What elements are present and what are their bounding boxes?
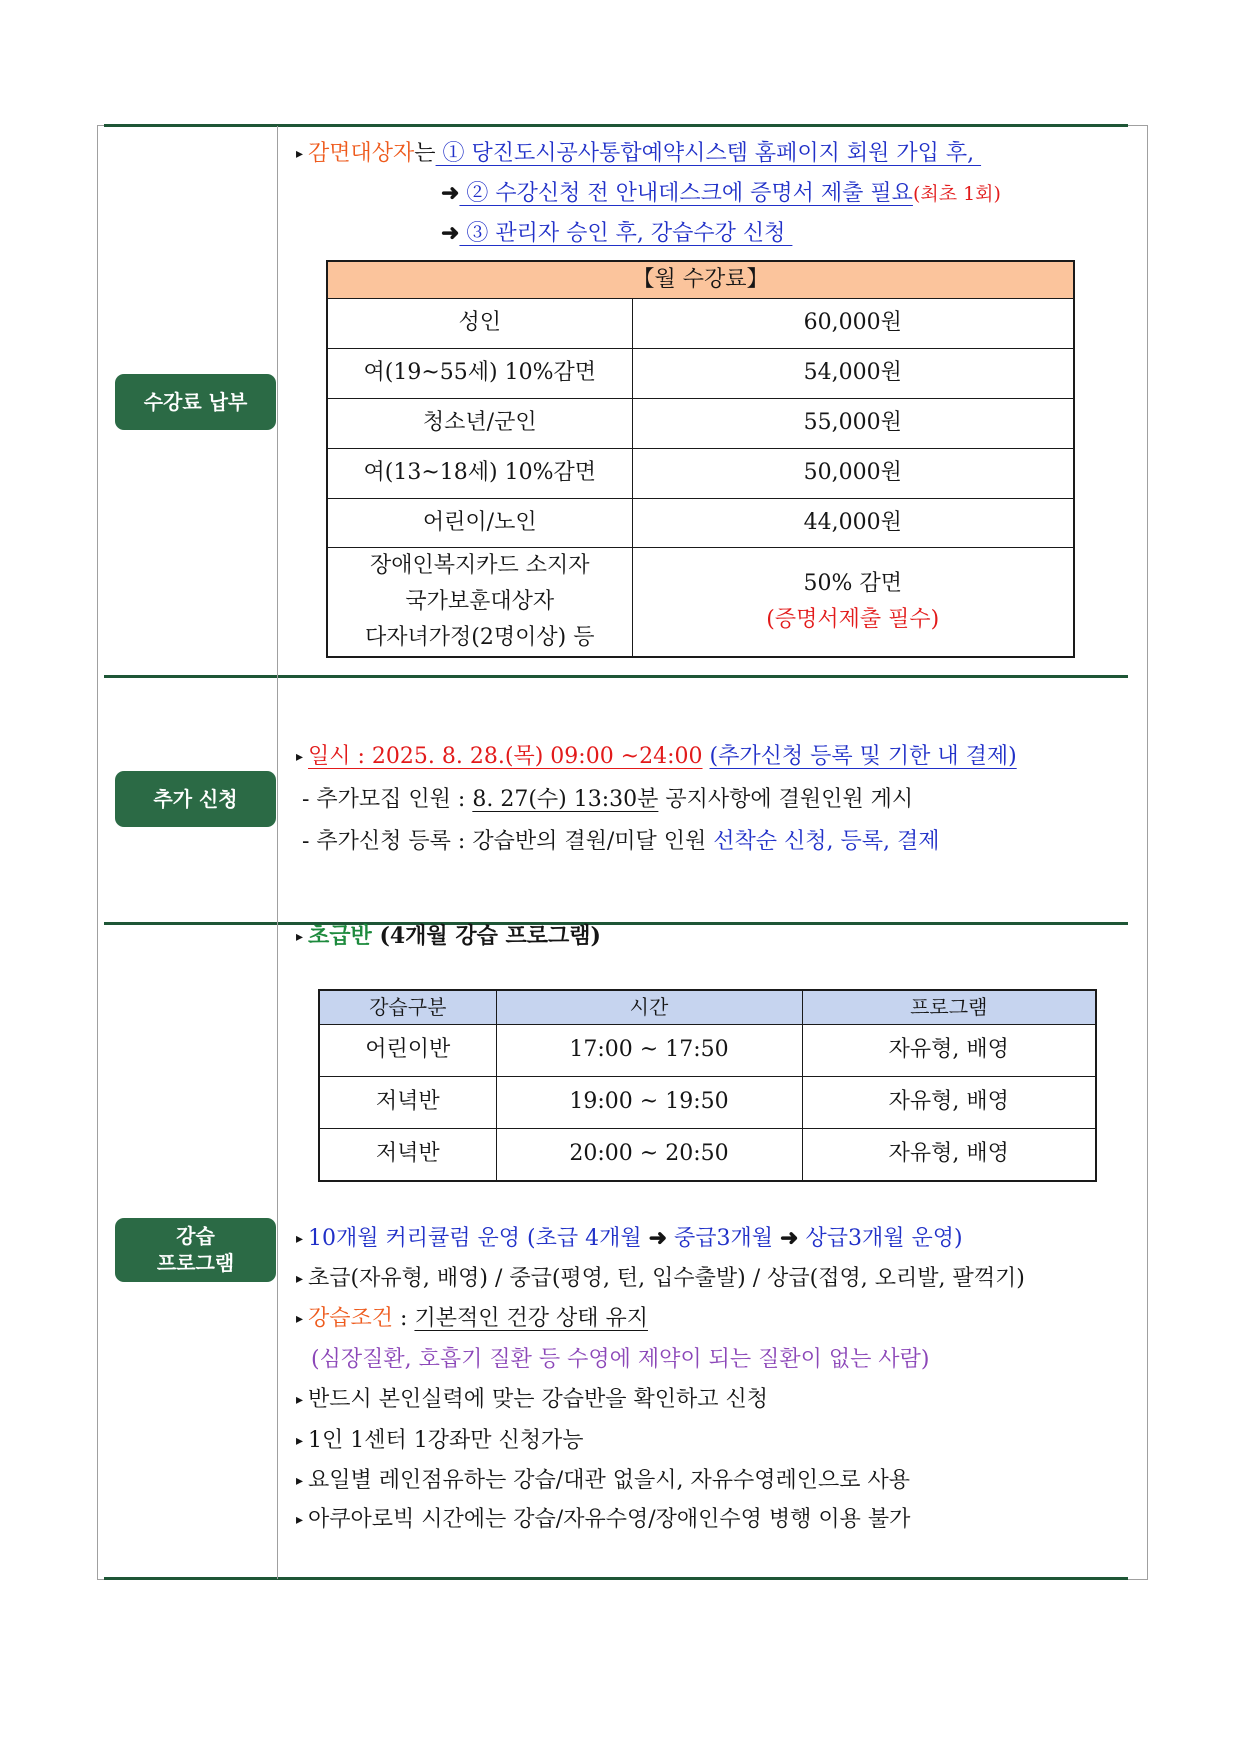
fee-category: 어린이/노인: [327, 498, 632, 547]
curriculum-text: 상급3개월 운영): [798, 1226, 963, 1251]
recruit-prefix: - 추가모집 인원 :: [302, 787, 473, 812]
bullet-icon: ▸: [296, 1231, 304, 1247]
bullet-icon: ▸: [296, 1271, 304, 1287]
fee-category: 여(19~55세) 10%감면: [327, 348, 632, 398]
bullet-icon: ▸: [296, 1392, 304, 1408]
bullet-icon: ▸: [296, 749, 304, 765]
schedule-time: 17:00 ~ 17:50: [496, 1024, 802, 1076]
fee-amount-special: [632, 547, 1074, 657]
fee-category: 청소년/군인: [327, 398, 632, 448]
curriculum-text: 10개월 커리큘럼 운영 (초급 4개월: [308, 1226, 649, 1251]
section-divider-2: [104, 922, 1128, 925]
levels-note: [296, 1261, 1025, 1297]
curriculum-text: 중급3개월: [667, 1226, 781, 1251]
section-divider-1: [104, 675, 1128, 678]
bullet-icon: ▸: [296, 146, 304, 162]
recruit-suffix: 공지사항에 결원인원 게시: [658, 787, 914, 812]
fee-category-special: [327, 547, 632, 657]
schedule-header: 강습구분: [319, 990, 496, 1024]
program-section-label-1: 강습: [176, 1224, 215, 1248]
schedule-time: 20:00 ~ 20:50: [496, 1128, 802, 1181]
program-note: [296, 1423, 584, 1459]
schedule-header-row: [319, 990, 1096, 1024]
program-title-highlight: 초급반: [308, 923, 372, 949]
schedule-header: 시간: [496, 990, 802, 1024]
special-category: 국가보훈대상자: [405, 588, 555, 614]
special-fee-note: (증명서제출 필수): [766, 606, 940, 632]
program-section-label-2: 프로그램: [156, 1251, 235, 1275]
fee-category: 여(13~18세) 10%감면: [327, 448, 632, 498]
fee-table: [326, 260, 1075, 658]
discount-step-2-text: ② 수강신청 전 안내데스크에 증명서 제출 필요: [459, 181, 913, 206]
additional-schedule-date: 일시 : 2025. 8. 28.(목) 09:00 ~24:00: [308, 744, 703, 769]
schedule-header: 프로그램: [802, 990, 1096, 1024]
top-rule: [104, 124, 1128, 127]
fee-section-label: 수강료 납부: [143, 389, 248, 414]
condition-separator: :: [393, 1306, 415, 1331]
program-note: [296, 1502, 910, 1538]
additional-section-label: 추가 신청: [153, 786, 238, 811]
program-note: [296, 1463, 910, 1499]
curriculum-note: [296, 1220, 963, 1256]
fee-amount: 44,000원: [632, 498, 1074, 547]
fee-amount: 54,000원: [632, 348, 1074, 398]
additional-schedule-note: (추가신청 등록 및 기한 내 결제): [709, 744, 1017, 769]
program-section-badge: [115, 1218, 276, 1282]
bottom-rule: [104, 1577, 1128, 1580]
fee-amount: 55,000원: [632, 398, 1074, 448]
bullet-icon: ▸: [296, 1473, 304, 1489]
schedule-time: 19:00 ~ 19:50: [496, 1076, 802, 1128]
discount-step-3-text: ③ 관리자 승인 후, 강습수강 신청: [459, 221, 793, 246]
bullet-icon: ▸: [296, 929, 304, 945]
arrow-right-icon: ➜: [441, 180, 460, 206]
fee-amount: 50,000원: [632, 448, 1074, 498]
fee-row: [327, 348, 1074, 398]
fee-row: [327, 298, 1074, 348]
bullet-icon: ▸: [296, 1311, 304, 1327]
arrow-right-icon: ➜: [648, 1225, 668, 1251]
program-note-text: 요일별 레인점유하는 강습/대관 없을시, 자유수영레인으로 사용: [308, 1468, 910, 1493]
schedule-program: 자유형, 배영: [802, 1024, 1096, 1076]
program-title-text: (4개월 강습 프로그램): [371, 923, 601, 949]
special-category: 장애인복지카드 소지자: [369, 552, 590, 578]
discount-target-suffix: 는: [414, 141, 436, 166]
condition-detail: [311, 1342, 929, 1378]
fee-row: [327, 398, 1074, 448]
recruit-date: 8. 27(수) 13:30분: [472, 787, 659, 812]
additional-section-badge: [115, 771, 276, 827]
schedule-row: [319, 1128, 1096, 1181]
special-fee: 50% 감면: [803, 570, 902, 596]
levels-text: 초급(자유형, 배영) / 중급(평영, 턴, 입수출발) / 상급(접영, 오리발, 팔꺽기): [308, 1266, 1025, 1291]
discount-step-1-text: ① 당진도시공사통합예약시스템 홈페이지 회원 가입 후,: [435, 141, 982, 166]
discount-target-label: 감면대상자: [308, 141, 415, 166]
schedule-row: [319, 1076, 1096, 1128]
condition-note: [296, 1301, 648, 1337]
schedule-class: 저녁반: [319, 1128, 496, 1181]
schedule-row: [319, 1024, 1096, 1076]
additional-recruit: [302, 782, 913, 818]
fee-amount: 60,000원: [632, 298, 1074, 348]
arrow-right-icon: ➜: [780, 1225, 799, 1251]
bullet-icon: ▸: [296, 1512, 304, 1528]
arrow-right-icon: ➜: [441, 220, 460, 246]
additional-register: [302, 824, 940, 860]
discount-step-2-note: (최초 1회): [912, 183, 1001, 205]
condition-text: 기본적인 건강 상태 유지: [414, 1306, 648, 1331]
program-note-text: 1인 1센터 1강좌만 신청가능: [308, 1428, 584, 1453]
discount-step-1: [296, 136, 981, 172]
register-highlight: 선착순 신청, 등록, 결제: [713, 829, 940, 854]
bullet-icon: ▸: [296, 1433, 304, 1449]
schedule-program: 자유형, 배영: [802, 1128, 1096, 1181]
fee-row: [327, 498, 1074, 547]
program-note-text: 반드시 본인실력에 맞는 강습반을 확인하고 신청: [308, 1387, 769, 1412]
program-note-text: 아쿠아로빅 시간에는 강습/자유수영/장애인수영 병행 이용 불가: [308, 1507, 911, 1532]
condition-detail-text: (심장질환, 호흡기 질환 등 수영에 제약이 되는 질환이 없는 사람): [311, 1347, 930, 1372]
special-category: 다자녀가정(2명이상) 등: [365, 624, 595, 650]
program-title: [296, 918, 601, 954]
discount-step-3: [441, 215, 792, 251]
program-note: [296, 1382, 768, 1418]
label-column-divider: [277, 126, 278, 1579]
fee-row-special: [327, 547, 1074, 657]
additional-schedule: [296, 739, 1017, 775]
fee-category: 성인: [327, 298, 632, 348]
register-prefix: - 추가신청 등록 : 강습반의 결원/미달 인원: [302, 829, 714, 854]
schedule-class: 저녁반: [319, 1076, 496, 1128]
discount-step-2: [441, 175, 1001, 211]
fee-row: [327, 448, 1074, 498]
fee-section-badge: [115, 374, 276, 430]
fee-table-header-row: [327, 261, 1074, 298]
fee-table-header: 【월 수강료】: [327, 261, 1074, 298]
schedule-program: 자유형, 배영: [802, 1076, 1096, 1128]
schedule-class: 어린이반: [319, 1024, 496, 1076]
condition-label: 강습조건: [308, 1306, 394, 1331]
schedule-table: [318, 989, 1097, 1182]
